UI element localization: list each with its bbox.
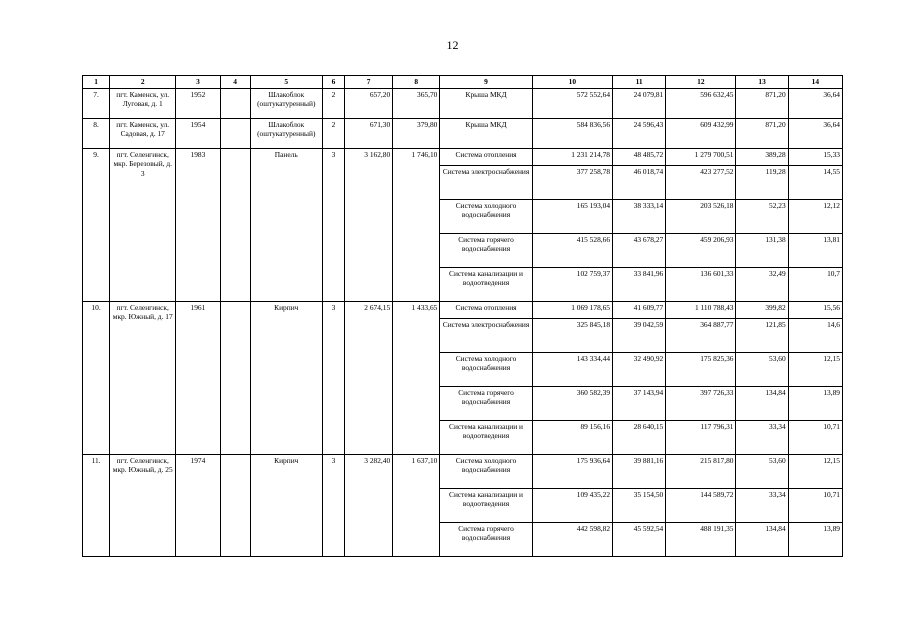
value-cell: 53,60 bbox=[736, 455, 788, 489]
living-area-cell: 365,70 bbox=[393, 89, 440, 119]
value-cell: 33 841,96 bbox=[613, 268, 666, 302]
value-cell: 442 598,82 bbox=[532, 523, 612, 557]
header-row bbox=[83, 76, 843, 89]
row-number-cell: 7. bbox=[83, 89, 110, 119]
value-cell: 28 640,15 bbox=[613, 421, 666, 455]
value-cell: 488 191,35 bbox=[666, 523, 736, 557]
year-cell: 1954 bbox=[176, 119, 220, 149]
address-cell: пгт. Селенгинск, мкр. Березовый, д. 3 bbox=[110, 149, 176, 302]
total-area-cell: 657,20 bbox=[344, 89, 392, 119]
system-name-cell: Система канализации и водоотведения bbox=[440, 268, 532, 302]
value-cell: 13,81 bbox=[788, 234, 842, 268]
value-cell: 13,89 bbox=[788, 387, 842, 421]
column-header: 5 bbox=[250, 76, 322, 89]
total-area-cell: 671,30 bbox=[344, 119, 392, 149]
system-name-cell: Система горячего водоснабжения bbox=[440, 523, 532, 557]
value-cell: 1 279 700,51 bbox=[666, 149, 736, 166]
value-cell: 45 592,54 bbox=[613, 523, 666, 557]
column-header: 11 bbox=[613, 76, 666, 89]
value-cell: 203 526,18 bbox=[666, 200, 736, 234]
value-cell: 53,60 bbox=[736, 353, 788, 387]
total-area-cell: 3 282,40 bbox=[344, 455, 392, 557]
value-cell: 37 143,94 bbox=[613, 387, 666, 421]
value-cell: 15,56 bbox=[788, 302, 842, 319]
table-row bbox=[83, 302, 843, 319]
value-cell: 14,6 bbox=[788, 319, 842, 353]
year-cell: 1974 bbox=[176, 455, 220, 557]
year-cell: 1983 bbox=[176, 149, 220, 302]
value-cell: 14,55 bbox=[788, 166, 842, 200]
row-number-cell: 11. bbox=[83, 455, 110, 557]
system-name-cell: Система электроснабжения bbox=[440, 319, 532, 353]
value-cell: 117 796,31 bbox=[666, 421, 736, 455]
value-cell: 459 206,93 bbox=[666, 234, 736, 268]
system-name-cell: Система холодного водоснабжения bbox=[440, 455, 532, 489]
table-row bbox=[83, 455, 843, 489]
living-area-cell: 1 637,10 bbox=[393, 455, 440, 557]
value-cell: 39 042,59 bbox=[613, 319, 666, 353]
row-number-cell: 8. bbox=[83, 119, 110, 149]
column-header: 3 bbox=[176, 76, 220, 89]
column-header: 8 bbox=[393, 76, 440, 89]
address-cell: пгт. Каменск, ул. Луговая, д. 1 bbox=[110, 89, 176, 119]
living-area-cell: 1 433,65 bbox=[393, 302, 440, 455]
value-cell: 1 069 178,65 bbox=[532, 302, 612, 319]
floors-cell: 3 bbox=[322, 149, 344, 302]
column-header: 4 bbox=[220, 76, 250, 89]
value-cell: 175 825,36 bbox=[666, 353, 736, 387]
value-cell: 12,15 bbox=[788, 353, 842, 387]
value-cell: 325 845,18 bbox=[532, 319, 612, 353]
value-cell: 43 678,27 bbox=[613, 234, 666, 268]
value-cell: 24 079,81 bbox=[613, 89, 666, 119]
system-name-cell: Крыша МКД bbox=[440, 119, 532, 149]
floors-cell: 3 bbox=[322, 302, 344, 455]
value-cell: 10,7 bbox=[788, 268, 842, 302]
value-cell: 389,28 bbox=[736, 149, 788, 166]
value-cell: 1 231 214,78 bbox=[532, 149, 612, 166]
system-name-cell: Крыша МКД bbox=[440, 89, 532, 119]
floors-cell: 2 bbox=[322, 89, 344, 119]
wall-material-cell: Шлакоблок (оштукатуренный) bbox=[250, 89, 322, 119]
value-cell: 41 609,77 bbox=[613, 302, 666, 319]
value-cell: 360 582,39 bbox=[532, 387, 612, 421]
value-cell: 1 110 788,43 bbox=[666, 302, 736, 319]
value-cell: 377 258,78 bbox=[532, 166, 612, 200]
wall-material-cell: Кирпич bbox=[250, 302, 322, 455]
value-cell: 10,71 bbox=[788, 421, 842, 455]
value-cell: 609 432,99 bbox=[666, 119, 736, 149]
value-cell: 13,89 bbox=[788, 523, 842, 557]
wall-material-cell: Кирпич bbox=[250, 455, 322, 557]
column-header: 14 bbox=[788, 76, 842, 89]
value-cell: 871,20 bbox=[736, 119, 788, 149]
value-cell: 46 018,74 bbox=[613, 166, 666, 200]
value-cell: 10,71 bbox=[788, 489, 842, 523]
system-name-cell: Система горячего водоснабжения bbox=[440, 234, 532, 268]
value-cell: 175 936,64 bbox=[532, 455, 612, 489]
column-header: 10 bbox=[532, 76, 612, 89]
row-number-cell: 9. bbox=[83, 149, 110, 302]
table-row bbox=[83, 119, 843, 149]
system-name-cell: Система канализации и водоотведения bbox=[440, 489, 532, 523]
value-cell: 89 156,16 bbox=[532, 421, 612, 455]
system-name-cell: Система электроснабжения bbox=[440, 166, 532, 200]
value-cell: 119,28 bbox=[736, 166, 788, 200]
value-cell: 134,84 bbox=[736, 387, 788, 421]
value-cell: 121,85 bbox=[736, 319, 788, 353]
system-name-cell: Система горячего водоснабжения bbox=[440, 387, 532, 421]
floors-cell: 2 bbox=[322, 119, 344, 149]
column-header: 9 bbox=[440, 76, 532, 89]
system-name-cell: Система отопления bbox=[440, 302, 532, 319]
value-cell: 36,64 bbox=[788, 89, 842, 119]
value-cell: 24 596,43 bbox=[613, 119, 666, 149]
living-area-cell: 379,80 bbox=[393, 119, 440, 149]
table-row bbox=[83, 149, 843, 166]
value-cell: 52,23 bbox=[736, 200, 788, 234]
value-cell: 397 726,33 bbox=[666, 387, 736, 421]
system-name-cell: Система канализации и водоотведения bbox=[440, 421, 532, 455]
value-cell: 39 881,16 bbox=[613, 455, 666, 489]
column-4-cell bbox=[220, 119, 250, 149]
column-header: 13 bbox=[736, 76, 788, 89]
column-4-cell bbox=[220, 149, 250, 302]
year-cell: 1952 bbox=[176, 89, 220, 119]
value-cell: 871,20 bbox=[736, 89, 788, 119]
value-cell: 36,64 bbox=[788, 119, 842, 149]
wall-material-cell: Панель bbox=[250, 149, 322, 302]
capital-repair-table bbox=[82, 75, 843, 557]
floors-cell: 3 bbox=[322, 455, 344, 557]
value-cell: 12,12 bbox=[788, 200, 842, 234]
wall-material-cell: Шлакоблок (оштукатуренный) bbox=[250, 119, 322, 149]
value-cell: 572 552,64 bbox=[532, 89, 612, 119]
column-header: 1 bbox=[83, 76, 110, 89]
column-header: 7 bbox=[344, 76, 392, 89]
year-cell: 1961 bbox=[176, 302, 220, 455]
column-header: 12 bbox=[666, 76, 736, 89]
value-cell: 35 154,50 bbox=[613, 489, 666, 523]
column-4-cell bbox=[220, 89, 250, 119]
total-area-cell: 3 162,80 bbox=[344, 149, 392, 302]
page-number: 12 bbox=[446, 38, 459, 52]
value-cell: 399,82 bbox=[736, 302, 788, 319]
system-name-cell: Система холодного водоснабжения bbox=[440, 353, 532, 387]
value-cell: 33,34 bbox=[736, 489, 788, 523]
value-cell: 109 435,22 bbox=[532, 489, 612, 523]
address-cell: пгт. Селенгинск, мкр. Южный, д. 25 bbox=[110, 455, 176, 557]
value-cell: 38 333,14 bbox=[613, 200, 666, 234]
value-cell: 33,34 bbox=[736, 421, 788, 455]
value-cell: 215 817,80 bbox=[666, 455, 736, 489]
value-cell: 131,38 bbox=[736, 234, 788, 268]
value-cell: 423 277,52 bbox=[666, 166, 736, 200]
value-cell: 136 601,33 bbox=[666, 268, 736, 302]
value-cell: 144 589,72 bbox=[666, 489, 736, 523]
column-4-cell bbox=[220, 302, 250, 455]
value-cell: 32 490,92 bbox=[613, 353, 666, 387]
system-name-cell: Система холодного водоснабжения bbox=[440, 200, 532, 234]
value-cell: 165 193,04 bbox=[532, 200, 612, 234]
value-cell: 415 528,66 bbox=[532, 234, 612, 268]
column-4-cell bbox=[220, 455, 250, 557]
value-cell: 364 887,77 bbox=[666, 319, 736, 353]
column-header: 6 bbox=[322, 76, 344, 89]
total-area-cell: 2 674,15 bbox=[344, 302, 392, 455]
value-cell: 12,15 bbox=[788, 455, 842, 489]
value-cell: 15,33 bbox=[788, 149, 842, 166]
system-name-cell: Система отопления bbox=[440, 149, 532, 166]
living-area-cell: 1 746,10 bbox=[393, 149, 440, 302]
row-number-cell: 10. bbox=[83, 302, 110, 455]
column-header: 2 bbox=[110, 76, 176, 89]
value-cell: 102 759,37 bbox=[532, 268, 612, 302]
value-cell: 596 632,45 bbox=[666, 89, 736, 119]
value-cell: 584 836,56 bbox=[532, 119, 612, 149]
value-cell: 32,49 bbox=[736, 268, 788, 302]
value-cell: 143 334,44 bbox=[532, 353, 612, 387]
table-row bbox=[83, 89, 843, 119]
address-cell: пгт. Каменск, ул. Садовая, д. 17 bbox=[110, 119, 176, 149]
value-cell: 48 485,72 bbox=[613, 149, 666, 166]
value-cell: 134,84 bbox=[736, 523, 788, 557]
address-cell: пгт. Селенгинск, мкр. Южный, д. 17 bbox=[110, 302, 176, 455]
